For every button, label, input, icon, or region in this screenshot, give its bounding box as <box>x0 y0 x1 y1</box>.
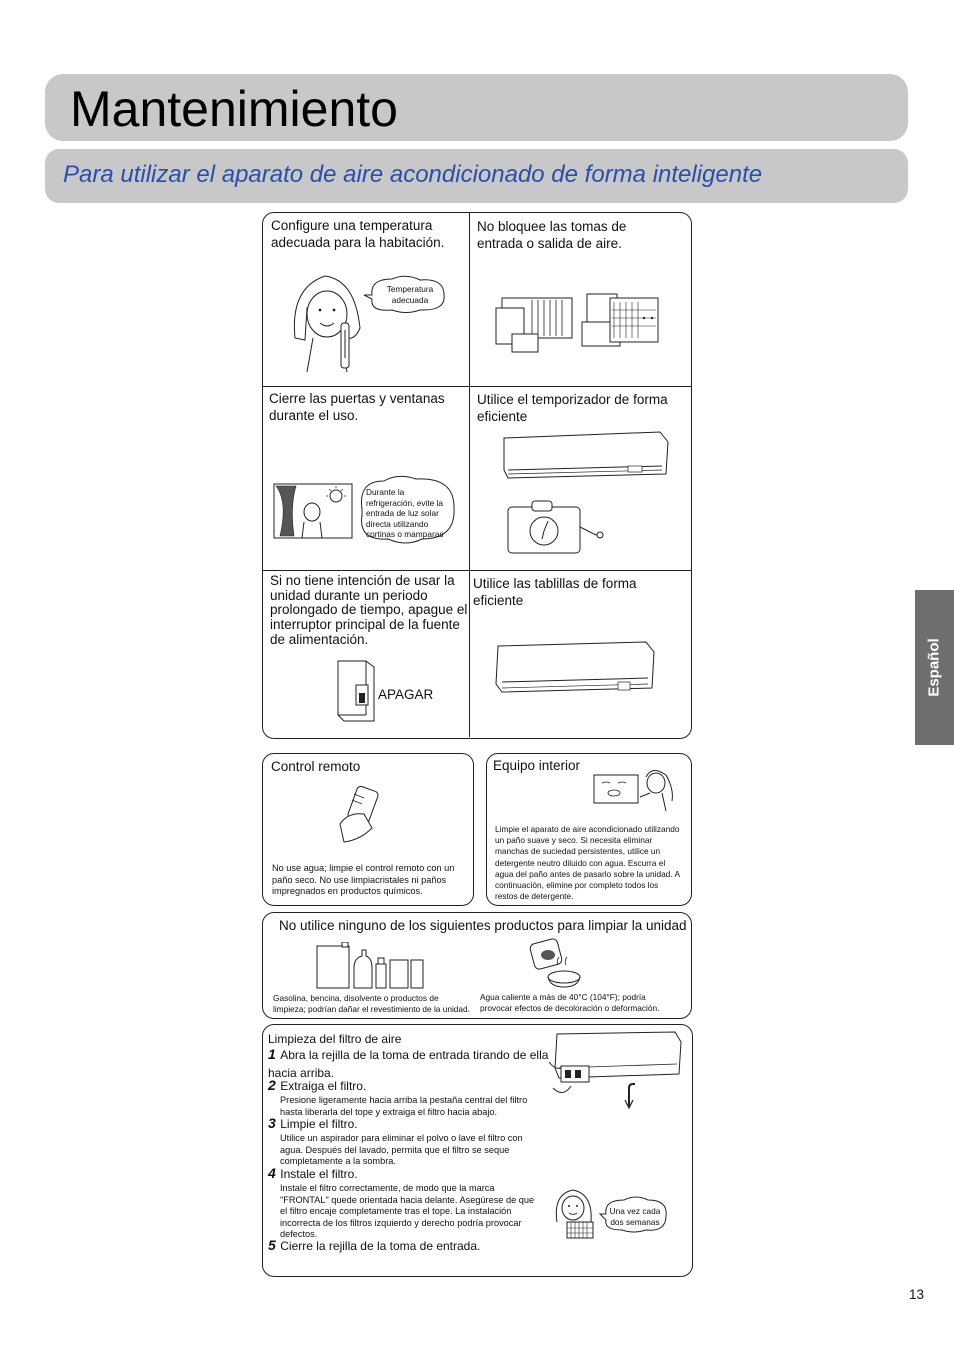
temperature-bubble-text: Temperatura adecuada <box>386 284 434 305</box>
page-subtitle: Para utilizar el aparato de aire acondicionado de forma inteligente <box>63 161 763 188</box>
indoor-cleaning-illustration <box>590 767 680 813</box>
products-warning-right-text: Agua caliente a más de 40°C (104°F); podría provocar efectos de decoloración o deformación. <box>480 992 660 1013</box>
grid-divider-row2 <box>263 570 691 571</box>
grid-divider-vertical <box>469 213 470 737</box>
page-number: 13 <box>909 1287 925 1302</box>
indoor-unit-timer-illustration <box>500 430 672 482</box>
products-warning-left-text: Gasolina, bencina, disolvente o productos de limpieza; podrían dañar el revestimiento de la unidad. <box>273 993 470 1014</box>
tip-doors: Cierre las puertas y ventanas durante el uso. <box>269 391 445 423</box>
indoor-equipment-text: Limpie el aparato de aire acondicionado utilizando un paño suave y seco. Si necesita eliminar manchas de suciedad persistentes, utilice un detergente neutro diluido con agua. Escurra el agua del paño antes de pasarlo sobre la unidad. A continuación, elimine por completo todos los restos de detergente. <box>495 824 680 902</box>
filter-step-5: 5 Cierre la rejilla de la toma de entrada. <box>268 1237 481 1253</box>
indoor-equipment-title: Equipo interior <box>493 758 581 773</box>
tip-temperature: Configure una temperatura adecuada para la habitación. <box>271 218 445 250</box>
sunlight-bubble-text: Durante la refrigeración, evite la entrada de luz solar directa utilizando cortinas o mamparas <box>366 487 444 539</box>
page-title: Mantenimiento <box>70 81 398 137</box>
remote-control-title: Control remoto <box>271 759 361 774</box>
filter-removal-illustration <box>545 1030 685 1112</box>
blocked-intake-illustration <box>492 288 662 356</box>
tip-louvers: Utilice las tablillas de forma eficiente <box>473 576 637 608</box>
filter-step-3: 3 Limpie el filtro. Utilice un aspirador para eliminar el polvo o lave el filtro con agua. Después del lavado, permita que el filtro se seque completamente a la sombra. <box>268 1115 523 1166</box>
filter-step-2: 2 Extraiga el filtro. Presione ligeramente hacia arriba la pestaña central del filtro hasta liberarla del tope y extraiga el filtro hacia abajo. <box>268 1077 528 1117</box>
indoor-unit-louvers-illustration <box>492 640 660 702</box>
grid-divider-row1 <box>263 386 691 387</box>
chemical-bottles-illustration <box>314 942 426 990</box>
filter-step-4: 4 Instale el filtro. Instale el filtro correctamente, de modo que la marca "FRONTAL" quede orientada hacia delante. Asegúrese de que el filtro encaje completamente tras el tope. La instalación incorrecta de los filtros izquierdo y derecho podría provocar defectos. <box>268 1165 535 1239</box>
tip-timer: Utilice el temporizador de forma eficiente <box>477 392 668 424</box>
tip-intake: No bloquee las tomas de entrada o salida de aire. <box>477 219 627 251</box>
hot-water-illustration <box>526 935 586 991</box>
language-tab-label: Español <box>926 638 944 697</box>
filter-step-1: 1 Abra la rejilla de la toma de entrada tirando de ella hacia arriba. <box>268 1046 549 1080</box>
apagar-label: APAGAR <box>378 687 434 702</box>
filter-cleaning-title: Limpieza del filtro de aire <box>268 1032 402 1046</box>
girl-filter-illustration <box>549 1188 603 1240</box>
remote-control-text: No use agua; limpie el control remoto con un paño seco. No use limpiacristales ni paños impregnados en productos químicos. <box>272 863 455 896</box>
products-warning-title: No utilice ninguno de los siguientes productos para limpiar la unidad <box>279 918 687 933</box>
tip-power: Si no tiene intención de usar la unidad durante un periodo prolongado de tiempo, apague el interruptor principal de la fuente de alimentación. <box>270 573 468 647</box>
timer-clock-illustration <box>502 497 606 559</box>
remote-cleaning-illustration <box>334 784 384 846</box>
two-weeks-bubble-text: Una vez cada dos semanas <box>609 1206 661 1227</box>
window-curtain-illustration <box>272 482 354 540</box>
power-switch-illustration <box>334 657 378 723</box>
